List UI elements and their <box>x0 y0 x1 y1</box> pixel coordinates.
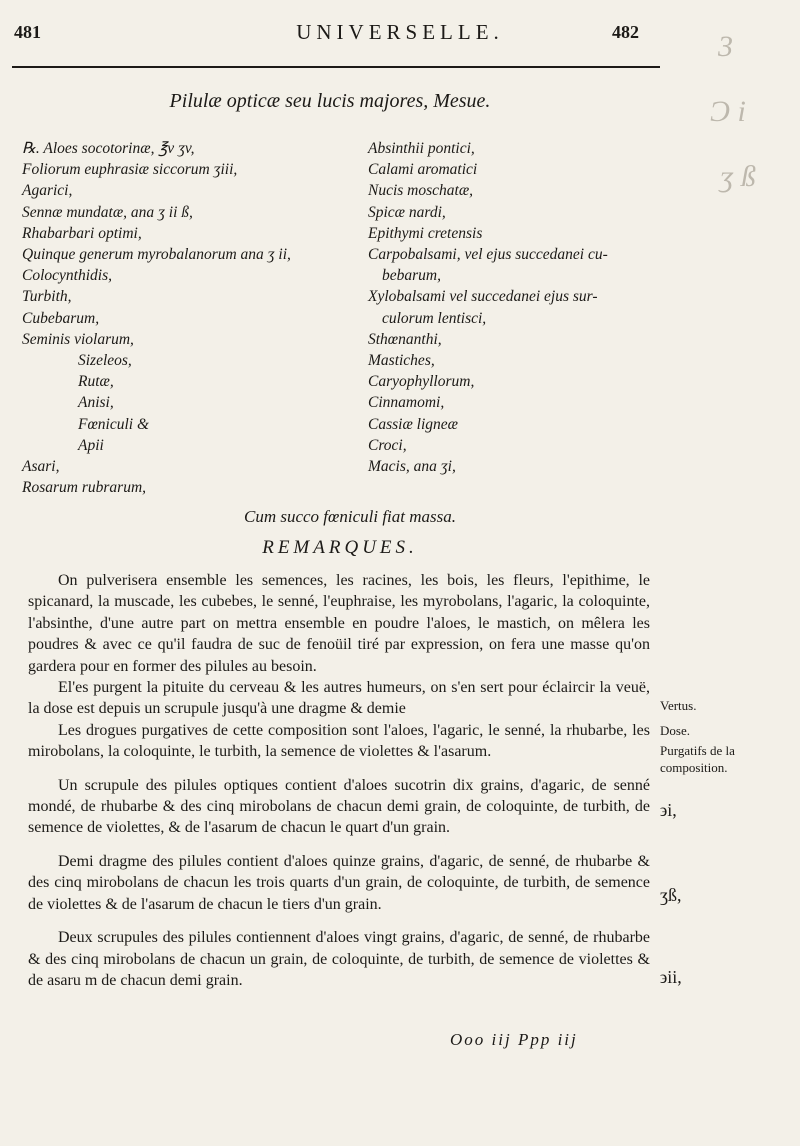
ingredient-line: Mastiches, <box>368 352 435 370</box>
remarks-body <box>28 570 650 991</box>
margin-note-purgatifs: Purgatifs de la composition. <box>660 743 735 775</box>
ingredient-line: Xylobalsami vel succedanei ejus sur- <box>368 288 598 306</box>
ingredient-line: Agarici, <box>22 182 73 200</box>
ingredient-line: Cinnamomi, <box>368 394 445 412</box>
paragraph: Demi dragme des pilules contient d'aloes quinze grains, d'agaric, de senné, de rhubarbe & des cinq mirobolans de chacun les trois quarts d'un grain, de coloquinte, de turbith, de semence de violettes & de l'asarum de chacun le tiers d'un grain. <box>28 852 650 913</box>
ingredient-line: Seminis violarum, <box>22 330 134 348</box>
ingredient-line: Turbith, <box>22 288 72 306</box>
ingredient-line: Cassiæ ligneæ <box>368 415 459 433</box>
margin-note-vertus: Vertus. <box>660 698 697 713</box>
running-head: UNIVERSELLE. <box>296 20 504 44</box>
ingredients-right-column <box>368 138 668 477</box>
paragraph: Un scrupule des pilules optiques contient d'aloes sucotrin dix grains, d'agaric, de senné mondé, de rhubarbe & des cinq mirobolans de chacun demi grain, de coloquinte, de turbith, de semence de violettes, & de l'asarum de chacun le quart d'un grain. <box>28 776 650 837</box>
ingredient-line: Spicæ nardi, <box>368 203 446 221</box>
ingredient-line: Quinque generum myrobalanorum ana ʒ ii, <box>22 246 291 264</box>
recipe-title: Pilulæ opticæ seu lucis majores, Mesue. <box>169 90 491 112</box>
ingredient-line: Sennæ mundatæ, ana ʒ ii ß, <box>22 203 193 221</box>
bleed-through-mark: ʒ ß <box>720 160 756 193</box>
ingredient-line: Sthœnanthi, <box>368 330 442 348</box>
paragraph: Les drogues purgatives de cette composition sont l'aloes, l'agaric, le senné, la rhubarbe, les mirobolans, la coloquinte, le turbith, la semence de violettes & l'asarum. <box>28 721 650 761</box>
ingredient-line: Croci, <box>368 436 407 454</box>
ingredient-line: ℞. Aloes socotorinæ, ℥v ʒv, <box>22 140 195 157</box>
ingredient-line: Fœniculi & <box>78 415 150 433</box>
ingredient-line: Cubebarum, <box>22 309 100 327</box>
ingredient-line: Rhabarbari optimi, <box>22 224 142 242</box>
ingredient-line: culorum lentisci, <box>382 309 487 327</box>
paragraph: On pulverisera ensemble les semences, les racines, les bois, les fleurs, l'epithime, le spicanard, la muscade, les cubebes, le senné, l'euphraise, les myrobolans, l'agaric, la coloquinte, l'absinthe, d'une autre part on mettra ensemble en poudre l'aloes, le mastich, on mêlera les poudres & avec ce qu'il faudra de suc de fenoüil tiré par expression, on fera une masse qu'on gardera pour en former des pilules au besoin. <box>28 572 650 675</box>
scruple-symbol: ϶i, <box>660 800 677 820</box>
ingredient-line: Epithymi cretensis <box>368 224 483 242</box>
ingredient-line: Asari, <box>22 458 60 476</box>
recipe-instruction: Cum succo fœniculi fiat massa. <box>243 507 457 526</box>
ingredient-line: Apii <box>78 436 104 454</box>
margin-note-dose: Dose. <box>660 723 690 738</box>
ingredient-line: Rutæ, <box>78 373 114 391</box>
paragraph: Deux scrupules des pilules contiennent d'aloes vingt grains, d'agaric, de senné, de rhubarbe & des cinq mirobolans de chacun un grain, de coloquinte, de turbith, de semence de violettes & de asaru m de chacun demi grain. <box>28 929 650 989</box>
paragraph: El'es purgent la pituite du cerveau & les autres humeurs, on s'en sert pour éclaircir la veuë, la dose est depuis un scrupule jusqu'à une dragme & demie <box>28 679 650 718</box>
ingredient-line: Nucis moschatæ, <box>368 182 474 200</box>
ingredient-line: Colocynthidis, <box>22 267 112 285</box>
ingredients-left-column <box>22 138 352 498</box>
bleed-through-mark: Ɔ i <box>710 95 746 128</box>
left-page-number: 481 <box>14 22 41 42</box>
ingredient-line: Macis, ana ʒi, <box>368 458 456 476</box>
ingredient-line: Foliorum euphrasiæ siccorum ʒiii, <box>22 161 238 179</box>
half-dram-symbol: ʒß, <box>660 885 682 905</box>
header-rule <box>12 66 660 68</box>
ingredient-line: Carpobalsami, vel ejus succedanei cu- <box>368 246 608 264</box>
section-heading: REMARQUES. <box>262 537 418 558</box>
ingredient-line: Absinthii pontici, <box>368 140 475 157</box>
two-scruples-symbol: ϶ii, <box>660 967 682 987</box>
ingredient-line: bebarum, <box>382 267 441 285</box>
right-page-number: 482 <box>612 22 639 42</box>
ingredient-line: Sizeleos, <box>78 352 132 370</box>
ingredient-line: Caryophyllorum, <box>368 373 475 391</box>
bleed-through-mark: 3 <box>718 30 733 63</box>
ingredient-line: Rosarum rubrarum, <box>22 479 147 497</box>
ingredient-line: Calami aromatici <box>368 161 478 179</box>
signature-marks: Ooo iij Ppp iij <box>450 1030 578 1049</box>
ingredient-line: Anisi, <box>78 394 114 412</box>
